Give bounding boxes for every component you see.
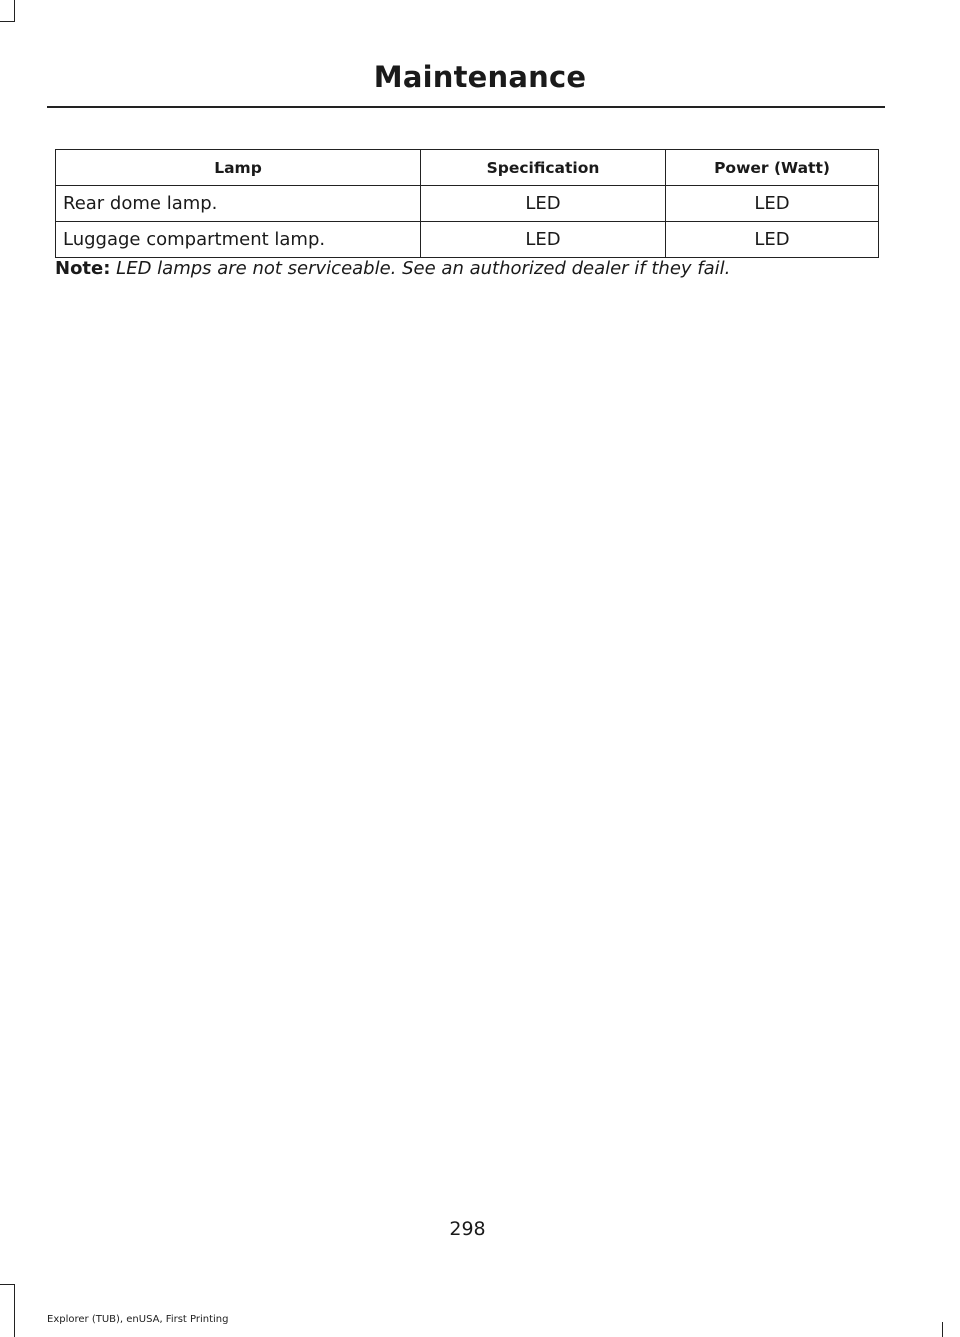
crop-mark (942, 1322, 943, 1337)
page-title: Maintenance (373, 60, 587, 94)
crop-mark (0, 21, 15, 22)
cell-lamp: Rear dome lamp. (56, 186, 421, 222)
crop-mark (0, 1284, 15, 1285)
title-divider (47, 106, 885, 108)
cell-specification: LED (421, 222, 666, 258)
column-header-power: Power (Watt) (666, 150, 879, 186)
cell-power: LED (666, 186, 879, 222)
column-header-lamp: Lamp (56, 150, 421, 186)
lamp-spec-table (55, 149, 879, 258)
page-number: 298 (449, 1218, 486, 1240)
note-label: Note: (55, 258, 111, 279)
note-paragraph (55, 258, 915, 279)
table-header-row (56, 150, 879, 186)
footer-text: Explorer (TUB), enUSA, First Printing (47, 1314, 229, 1325)
table-row (56, 186, 879, 222)
cell-specification: LED (421, 186, 666, 222)
column-header-specification: Specification (421, 150, 666, 186)
crop-mark (14, 1284, 15, 1337)
table-row (56, 222, 879, 258)
cell-lamp: Luggage compartment lamp. (56, 222, 421, 258)
note-text: LED lamps are not serviceable. See an authorized dealer if they fail. (110, 258, 731, 279)
cell-power: LED (666, 222, 879, 258)
crop-mark (14, 0, 15, 22)
